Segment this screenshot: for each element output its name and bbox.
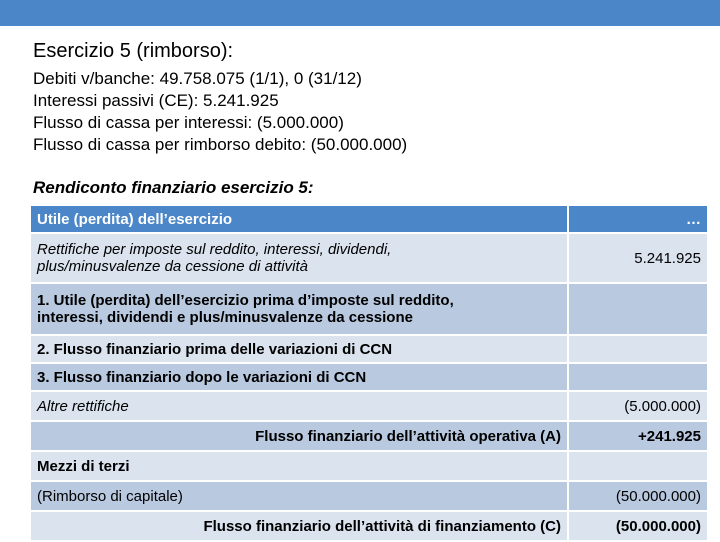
table-row (30, 335, 708, 363)
info-line-flusso-rimborso: Flusso di cassa per rimborso debito: (50.000.000) (33, 135, 408, 154)
table-row (30, 233, 708, 283)
row-label: (Rimborso di capitale) (30, 481, 568, 511)
row-value (568, 363, 708, 391)
row-value: (5.000.000) (568, 391, 708, 421)
row-value: +241.925 (568, 421, 708, 451)
info-line-flusso-interessi: Flusso di cassa per interessi: (5.000.000) (33, 113, 344, 132)
table-row (30, 451, 708, 481)
row-label: Flusso finanziario dell’attività operativa (A) (30, 421, 568, 451)
row-value (568, 283, 708, 335)
table-row (30, 421, 708, 451)
table-row (30, 511, 708, 541)
row-value: (50.000.000) (568, 481, 708, 511)
row-value (568, 335, 708, 363)
section-title: Rendiconto finanziario esercizio 5: (33, 178, 314, 197)
row-label: Utile (perdita) dell’esercizio (30, 205, 568, 233)
top-bar (0, 0, 720, 26)
cash-flow-table (29, 204, 709, 542)
table-row (30, 283, 708, 335)
row-label: Flusso finanziario dell’attività di finanziamento (C) (30, 511, 568, 541)
table-row (30, 481, 708, 511)
table-row (30, 363, 708, 391)
row-label: Altre rettifiche (30, 391, 568, 421)
slide-title: Esercizio 5 (rimborso): (33, 40, 234, 62)
table-row (30, 205, 708, 233)
row-value (568, 451, 708, 481)
row-label: 3. Flusso finanziario dopo le variazioni di CCN (30, 363, 568, 391)
info-line-debiti: Debiti v/banche: 49.758.075 (1/1), 0 (31/12) (33, 69, 362, 88)
row-label: Rettifiche per imposte sul reddito, interessi, dividendi, plus/minusvalenze da cessione di attività (30, 233, 568, 283)
row-value: 5.241.925 (568, 233, 708, 283)
row-value: … (568, 205, 708, 233)
row-label: 2. Flusso finanziario prima delle variazioni di CCN (30, 335, 568, 363)
info-block (33, 68, 407, 156)
row-label: Mezzi di terzi (30, 451, 568, 481)
table-row (30, 391, 708, 421)
row-label: 1. Utile (perdita) dell’esercizio prima d’imposte sul reddito, interessi, dividendi e plus/minusvalenze da cessione (30, 283, 568, 335)
info-line-interessi: Interessi passivi (CE): 5.241.925 (33, 91, 279, 110)
row-value: (50.000.000) (568, 511, 708, 541)
